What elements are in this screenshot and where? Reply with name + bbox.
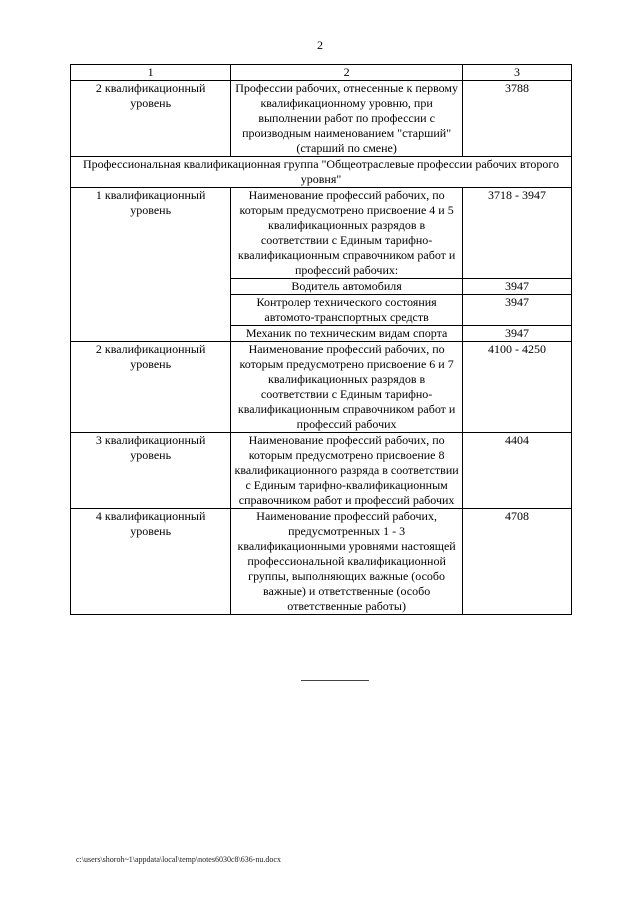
- column-header-2: 2: [231, 65, 463, 81]
- description-cell: Профессии рабочих, отнесенные к первому квалификационному уровню, при выполнении работ по профессии с производным наименованием "старший" (старший по смене): [231, 81, 463, 157]
- table-row: [71, 342, 572, 433]
- description-cell: Водитель автомобиля: [231, 279, 463, 295]
- value-cell: 4708: [462, 509, 571, 615]
- table-row: [71, 81, 572, 157]
- qualification-table: [70, 64, 572, 615]
- description-cell: Механик по техническим видам спорта: [231, 326, 463, 342]
- column-header-3: 3: [462, 65, 571, 81]
- group-title: Профессиональная квалификационная группа "Общеотраслевые профессии рабочих второго уровня": [71, 157, 572, 188]
- value-cell: 3718 - 3947: [462, 188, 571, 279]
- table-row: [71, 509, 572, 615]
- table-header-row: [71, 65, 572, 81]
- description-cell: Наименование профессий рабочих, по которым предусмотрено присвоение 4 и 5 квалификационных разрядов в соответствии с Единым тарифно-квалификационным справочником работ и профессий рабочих:: [231, 188, 463, 279]
- description-cell: Наименование профессий рабочих, по которым предусмотрено присвоение 8 квалификационного разряда в соответствии с Единым тарифно-квалификационным справочником работ и профессий рабочих: [231, 433, 463, 509]
- level-cell: 4 квалификационный уровень: [71, 509, 231, 615]
- description-cell: Наименование профессий рабочих, по которым предусмотрено присвоение 6 и 7 квалификационных разрядов в соответствии с Единым тарифно-квалификационным справочником работ и профессий рабочих: [231, 342, 463, 433]
- level-cell: 3 квалификационный уровень: [71, 433, 231, 509]
- level-cell: 2 квалификационный уровень: [71, 81, 231, 157]
- separator-line: [301, 680, 369, 681]
- footer-file-path: c:\users\shoroh~1\appdata\local\temp\notes6030c8\636-nu.docx: [76, 855, 281, 864]
- description-cell: Наименование профессий рабочих, предусмотренных 1 - 3 квалификационными уровнями настоящей профессиональной квалификационной группы, выполняющих важные (особо важные) и ответственные (особо ответственные работы): [231, 509, 463, 615]
- group-title-row: [71, 157, 572, 188]
- value-cell: 4100 - 4250: [462, 342, 571, 433]
- description-cell: Контролер технического состояния автомото-транспортных средств: [231, 295, 463, 326]
- level-cell: 1 квалификационный уровень: [71, 188, 231, 342]
- page-number: 2: [317, 38, 323, 52]
- level-cell: 2 квалификационный уровень: [71, 342, 231, 433]
- value-cell: 3947: [462, 279, 571, 295]
- value-cell: 3788: [462, 81, 571, 157]
- table-row: [71, 433, 572, 509]
- value-cell: 3947: [462, 295, 571, 326]
- table-row: [71, 188, 572, 279]
- value-cell: 3947: [462, 326, 571, 342]
- value-cell: 4404: [462, 433, 571, 509]
- column-header-1: 1: [71, 65, 231, 81]
